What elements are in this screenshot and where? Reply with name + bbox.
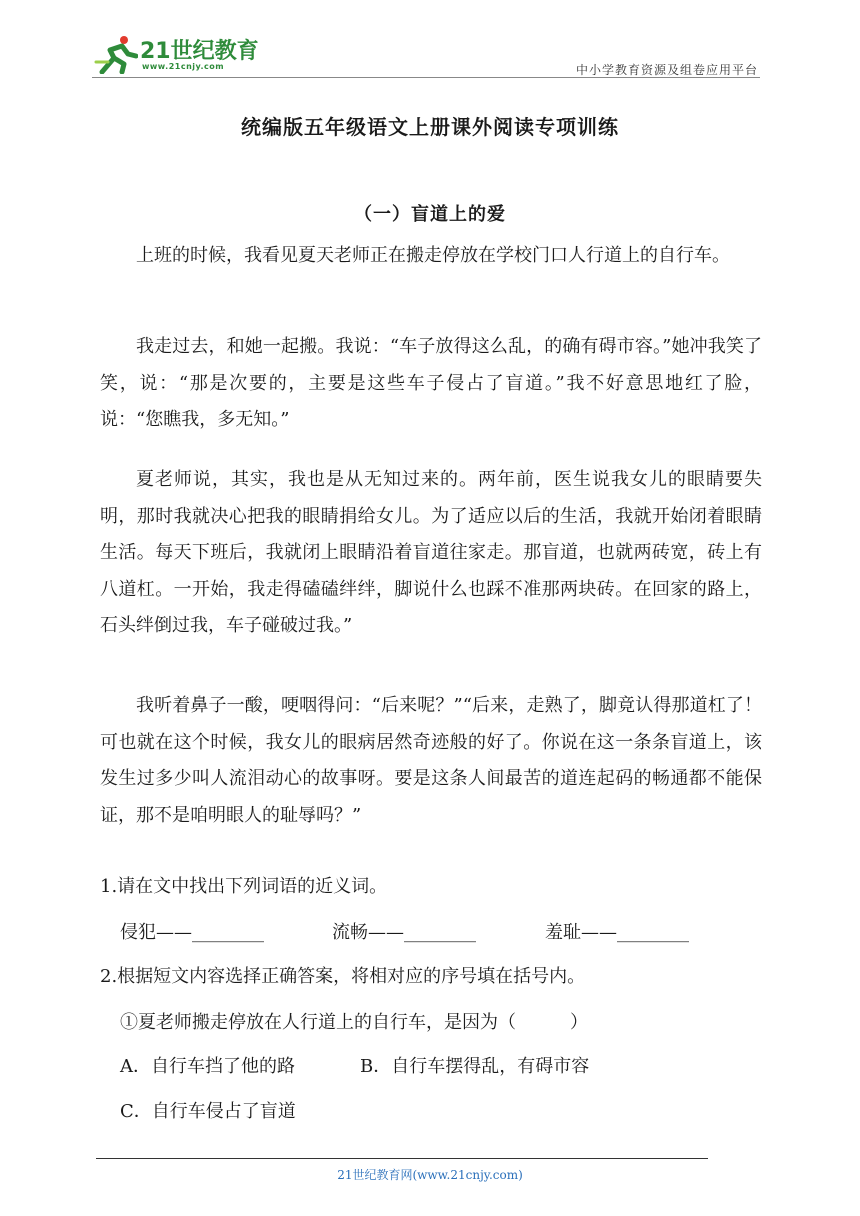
passage-paragraph-3: 夏老师说，其实，我也是从无知过来的。两年前，医生说我女儿的眼睛要失明，那时我就决心把我的眼睛捐给女儿。为了适应以后的生活，我就开始闭着眼睛生活。每天下班后，我就闭上眼睛沿着盲道往家走。那盲道，也就两砖宽，砖上有八道杠。一开始，我走得磕磕绊绊，脚说什么也踩不准那两块砖。在回家的路上，石头绊倒过我，车子碰破过我。” <box>100 469 762 636</box>
passage-paragraph-4: 我听着鼻子一酸，哽咽得问：“后来呢？”“后来，走熟了，脚竟认得那道杠了！可也就在这个时候，我女儿的眼病居然奇迹般的好了。你说在这一条条盲道上，该发生过多少叫人流泪动心的故事呀。要是这条人间最苦的道连起码的畅通都不能保证，那不是咱明眼人的耻辱吗？” <box>100 695 762 826</box>
platform-name: 中小学教育资源及组卷应用平台 <box>575 63 758 77</box>
passage-paragraph-1: 上班的时候，我看见夏天老师正在搬走停放在学校门口人行道上的自行车。 <box>136 245 730 266</box>
site-logo[interactable] <box>92 28 262 78</box>
logo-text: 21世纪教育 <box>140 39 259 64</box>
question-1: 1.请在文中找出下列词语的近义词。 <box>100 876 388 897</box>
option-c: C．自行车侵占了盲道 <box>120 1101 296 1122</box>
footer-divider <box>96 1158 708 1159</box>
question-2-sub-1: ①夏老师搬走停放在人行道上的自行车，是因为（ ） <box>120 1012 588 1033</box>
section-title: （一）盲道上的爱 <box>354 204 506 225</box>
header-divider <box>92 77 760 78</box>
passage-paragraph-2: 我走过去，和她一起搬。我说：“车子放得这么乱，的确有碍市容。”她冲我笑了笑，说：“那是次要的，主要是这些车子侵占了盲道。”我不好意思地红了脸，说：“您瞧我，多无知。” <box>100 336 762 430</box>
page-header <box>92 28 760 80</box>
runner-logo-icon <box>94 34 138 74</box>
question-2: 2.根据短文内容选择正确答案，将相对应的序号填在括号内。 <box>100 966 586 987</box>
synonym-item-1: 侵犯——________ <box>120 922 264 943</box>
footer-link[interactable]: 21世纪教育网(www.21cnjy.com) <box>337 1168 523 1182</box>
synonym-item-2: 流畅——________ <box>332 922 476 943</box>
document-title: 统编版五年级语文上册课外阅读专项训练 <box>241 115 619 139</box>
option-b: B．自行车摆得乱，有碍市容 <box>360 1056 590 1077</box>
logo-url: www.21cnjy.com <box>142 62 225 71</box>
option-a: A．自行车挡了他的路 <box>120 1056 295 1077</box>
synonym-item-3: 羞耻——________ <box>545 922 689 943</box>
